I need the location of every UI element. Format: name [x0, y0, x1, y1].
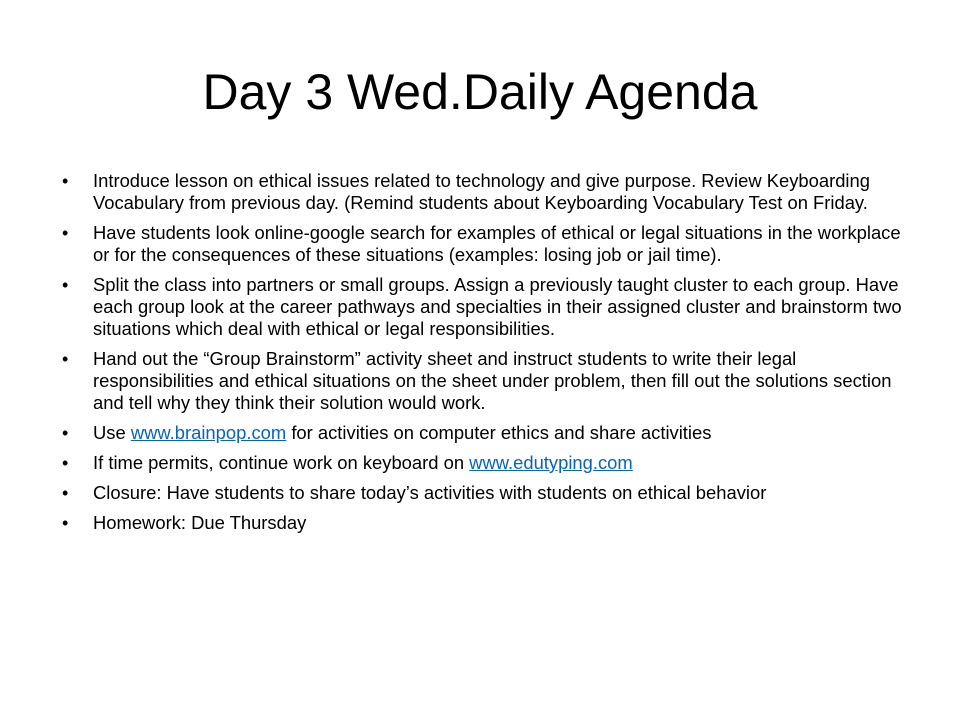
agenda-item-text	[93, 170, 870, 213]
agenda-item-text	[93, 512, 306, 533]
bullet-icon: •	[62, 223, 69, 243]
slide-title: Day 3 Wed.Daily Agenda	[202, 64, 758, 120]
agenda-list	[62, 170, 907, 542]
agenda-item-text-part: Closure: Have students to share today’s activities with students on ethical behavior	[93, 482, 767, 503]
agenda-item	[62, 482, 907, 504]
agenda-item-text	[93, 348, 891, 413]
edutyping-link[interactable]: www.edutyping.com	[469, 452, 633, 473]
agenda-item-text-part: for activities on computer ethics and share activities	[286, 422, 712, 443]
agenda-item	[62, 222, 907, 266]
agenda-item-text-part: If time permits, continue work on keyboard on	[93, 452, 470, 473]
agenda-item-text	[93, 482, 766, 503]
agenda-item	[62, 512, 907, 534]
bullet-icon: •	[62, 423, 69, 443]
agenda-item	[62, 274, 907, 340]
agenda-item	[62, 422, 907, 444]
agenda-item	[62, 452, 907, 474]
agenda-item-text-part: Split the class into partners or small groups. Assign a previously taught cluster to each group. Have each group look at the career pathways and specialties in their assigned cluster and brainstorm two situations which deal with ethical or legal responsibilities.	[93, 274, 902, 339]
bullet-icon: •	[62, 349, 69, 369]
agenda-item	[62, 170, 907, 214]
bullet-icon: •	[62, 453, 69, 473]
agenda-item-text	[93, 274, 902, 339]
bullet-icon: •	[62, 513, 69, 533]
agenda-item	[62, 348, 907, 414]
bullet-icon: •	[62, 483, 69, 503]
bullet-icon: •	[62, 275, 69, 295]
agenda-item-text-part: Homework: Due Thursday	[93, 512, 307, 533]
agenda-item-text-part: Hand out the “Group Brainstorm” activity sheet and instruct students to write their legal responsibilities and ethical situations on the sheet under problem, then fill out the solutions section and tell why they think their solution would work.	[93, 348, 892, 413]
agenda-item-text-part: Introduce lesson on ethical issues related to technology and give purpose. Review Keyboarding Vocabulary from previous day. (Remind students about Keyboarding Vocabulary Test on Friday.	[93, 170, 870, 213]
brainpop-link[interactable]: www.brainpop.com	[130, 422, 287, 443]
bullet-icon: •	[62, 171, 69, 191]
agenda-item-text	[93, 222, 901, 265]
agenda-item-text-part: Have students look online-google search for examples of ethical or legal situations in the workplace or for the consequences of these situations (examples: losing job or jail time).	[93, 222, 901, 265]
agenda-item-text	[93, 452, 633, 473]
agenda-item-text	[93, 422, 711, 443]
agenda-item-text-part: Use	[93, 422, 131, 443]
